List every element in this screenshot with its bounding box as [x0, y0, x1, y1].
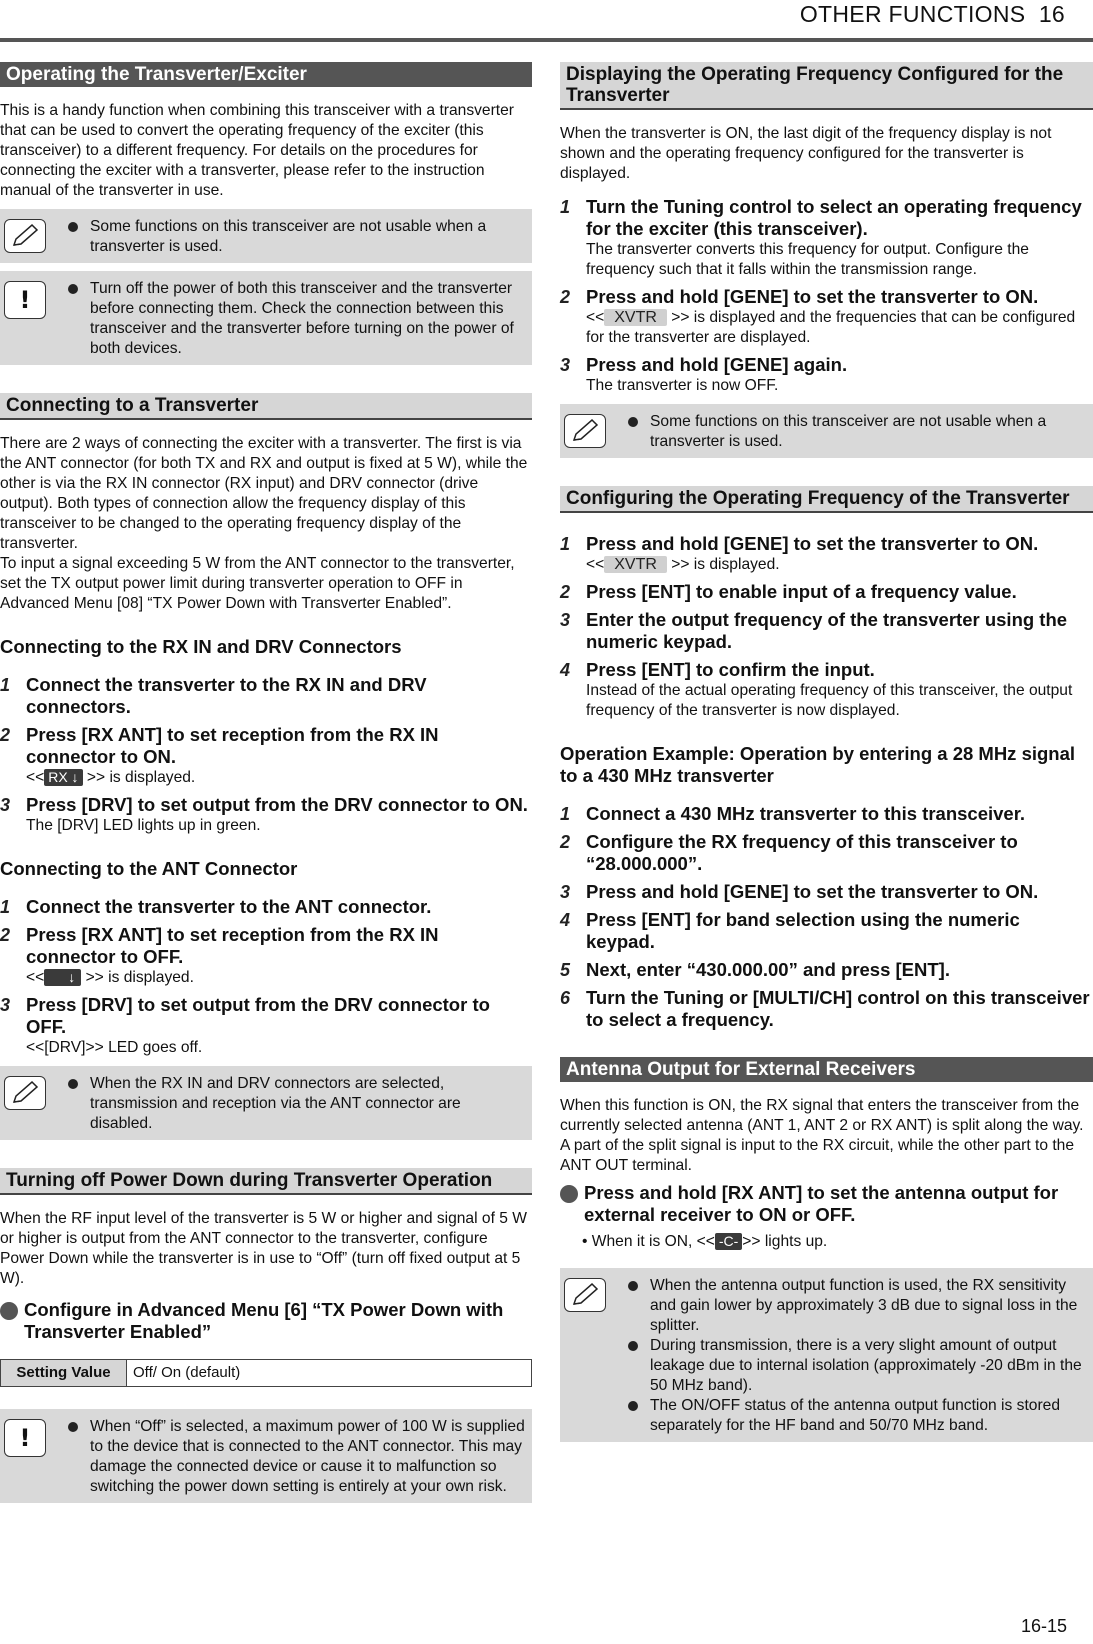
table-cell: Off/ On (default) [127, 1360, 532, 1387]
pencil-note-icon [4, 1076, 46, 1110]
paragraph: When the RF input level of the transverter is 5 W or higher and signal of 5 W or higher is output from the ANT connector to the transverter, configure Power Down while the transverter is in use to “Off” (turn off fixed output at 5 W). [0, 1210, 527, 1287]
step: 1 Connect a 430 MHz transverter to this transceiver. [560, 803, 1026, 824]
chapter-number: 16 [1038, 1, 1065, 27]
section-title: Connecting to a Transverter [0, 393, 532, 420]
sub-bullet: • When it is ON, << -C- >> lights up. [582, 1233, 828, 1250]
warning-item: Turn off the power of both this transceiver and the transverter before connecting them. Check the connection between this transceiver and the transverter before turning on the power of both devices. [66, 279, 526, 359]
paragraph: When the transverter is ON, the last digit of the frequency display is not shown and the operating frequency configured for the transverter is displayed. [560, 125, 1052, 182]
step: 6 Turn the Tuning or [MULTI/CH] control on this transceiver to select a frequency. [560, 987, 1090, 1030]
step: 1 Turn the Tuning control to select an operating frequency for the exciter (this transceiver). The transverter converts this frequency for output. Configure the frequency such that it falls within the transmission range. [560, 196, 1082, 278]
step: 3 Press and hold [GENE] again. The transverter is now OFF. [560, 354, 848, 394]
antenna-output-indicator-icon: -C- [715, 1233, 742, 1250]
paragraph: There are 2 ways of connecting the exciter with a transverter. The first is via the ANT connector (for both TX and RX and output is fixed at 5 W), while the other is via the RX IN connector (RX input) and DRV connector (drive output). Both types of connection allow the frequency display of this transceiver to be changed to the operating frequency display of the transverter. [0, 435, 528, 552]
subheading: Connecting to the ANT Connector [0, 858, 298, 879]
table-header: Setting Value [1, 1360, 127, 1387]
step: 3 Enter the output frequency of the transverter using the numeric keypad. [560, 609, 1068, 652]
step: 4 Press [ENT] for band selection using the numeric keypad. [560, 909, 1020, 952]
note-item: The ON/OFF status of the antenna output function is stored separately for the HF band and 50/70 MHz band. [626, 1396, 1087, 1436]
chapter-title: OTHER FUNCTIONS [799, 1, 1026, 27]
step: 4 Press [ENT] to confirm the input. Instead of the actual operating frequency of this transceiver, the output frequency of the transverter is now displayed. [560, 659, 1073, 719]
step: 2 Press and hold [GENE] to set the transverter to ON. << XVTR >> is displayed and the frequencies that can be configured for the transverter are displayed. [560, 286, 1076, 346]
exclamation-warning-icon: ! [4, 281, 46, 319]
warning-box [0, 1409, 532, 1503]
subheading: Connecting to the RX IN and DRV Connectors [0, 636, 402, 657]
note-item: When the antenna output function is used, the RX sensitivity and gain lower by approximately 3 dB due to signal loss in the splitter. [626, 1276, 1087, 1336]
paragraph: This is a handy function when combining this transceiver with a transverter that can be used to convert the operating frequency of the exciter (this transceiver) to a different frequency. For details on the procedures for connecting the exciter with a transverter, please refer to the instruction manual of the transverter in use. [0, 102, 514, 199]
pencil-note-icon [564, 414, 606, 448]
bullet-dot-icon [0, 1302, 18, 1320]
xvtr-indicator-icon: XVTR [604, 556, 667, 573]
settings-table [0, 1359, 532, 1387]
antenna-indicator-icon: ↓ [44, 969, 81, 986]
note-box [560, 1268, 1093, 1442]
step: 3 Press and hold [GENE] to set the transverter to ON. [560, 881, 1039, 902]
note-item: Some functions on this transceiver are not usable when a transverter is used. [626, 412, 1087, 452]
left-column [0, 62, 532, 1511]
step: 1 Connect the transverter to the ANT connector. [0, 896, 432, 917]
bullet-step: Press and hold [RX ANT] to set the antenna output for external receiver to ON or OFF. [560, 1182, 1093, 1226]
note-box [560, 404, 1093, 458]
paragraph: To input a signal exceeding 5 W from the ANT connector to the transverter, set the TX output power limit during transverter operation to OFF in Advanced Menu [08] “TX Power Down with Transverter Enabled”. [0, 555, 515, 612]
step: 5 Next, enter “430.000.00” and press [ENT]. [560, 959, 950, 980]
step: 1 Press and hold [GENE] to set the transverter to ON. << XVTR >> is displayed. [560, 533, 1039, 574]
bullet-dot-icon [560, 1185, 578, 1203]
step: 2 Press [RX ANT] to set reception from the RX IN connector to OFF. << ↓ >> is displayed. [0, 924, 439, 986]
section-title: Turning off Power Down during Transverter Operation [0, 1168, 532, 1195]
note-item: During transmission, there is a very slight amount of output leakage due to internal isolation (approximately -20 dBm in the 50 MHz band). [626, 1336, 1087, 1396]
subheading: Operation Example: Operation by entering a 28 MHz signal to a 430 MHz transverter [560, 743, 1076, 786]
pencil-note-icon [4, 219, 46, 253]
step: 3 Press [DRV] to set output from the DRV connector to ON. The [DRV] LED lights up in green. [0, 794, 528, 834]
bullet-step: Configure in Advanced Menu [6] “TX Power Down with Transverter Enabled” [0, 1299, 532, 1343]
note-box [0, 209, 532, 263]
page-number: 16-15 [1020, 1616, 1067, 1636]
xvtr-indicator-icon: XVTR [604, 309, 667, 326]
section-title: Configuring the Operating Frequency of the Transverter [560, 486, 1093, 513]
warning-box [0, 271, 532, 365]
section-title: Displaying the Operating Frequency Configured for the Transverter [560, 62, 1093, 110]
header-rule [0, 38, 1093, 42]
step: 2 Press [ENT] to enable input of a frequency value. [560, 581, 1017, 602]
note-item: Some functions on this transceiver are not usable when a transverter is used. [66, 217, 526, 257]
section-title: Operating the Transverter/Exciter [0, 62, 532, 87]
step: 2 Configure the RX frequency of this transceiver to “28.000.000”. [560, 831, 1018, 874]
exclamation-warning-icon: ! [4, 1419, 46, 1457]
right-column [560, 62, 1093, 1450]
section-title: Antenna Output for External Receivers [560, 1057, 1093, 1082]
note-box [0, 1066, 532, 1140]
step: 1 Connect the transverter to the RX IN and DRV connectors. [0, 674, 427, 717]
paragraph: When this function is ON, the RX signal that enters the transceiver from the currently selected antenna (ANT 1, ANT 2 or RX ANT) is split along the way. A part of the split signal is input to the RX circuit, while the other part to the ANT OUT terminal. [560, 1097, 1084, 1174]
warning-item: When “Off” is selected, a maximum power of 100 W is supplied to the device that is connected to the ANT connector. This may damage the connected device or cause it to malfunction so switching the power down setting is entirely at your own risk. [66, 1417, 526, 1497]
pencil-note-icon [564, 1278, 606, 1312]
note-item: When the RX IN and DRV connectors are selected, transmission and reception via the ANT connector are disabled. [66, 1074, 526, 1134]
step: 3 Press [DRV] to set output from the DRV connector to OFF. <<[DRV]>> LED goes off. [0, 994, 490, 1056]
page-header [800, 0, 1065, 28]
rx-antenna-indicator-icon: RX ↓ [44, 769, 82, 786]
step: 2 Press [RX ANT] to set reception from the RX IN connector to ON. << RX ↓ >> is displayed. [0, 724, 439, 786]
